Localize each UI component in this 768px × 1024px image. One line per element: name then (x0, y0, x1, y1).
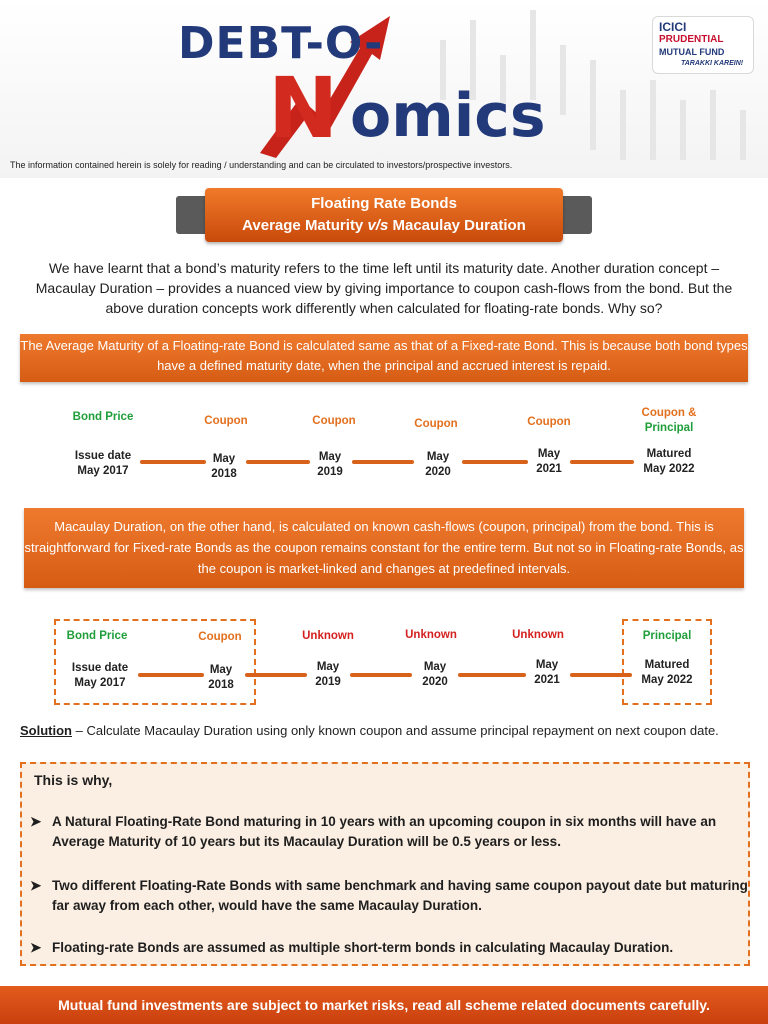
arrowhead-bullet-icon: ➤ (30, 814, 42, 829)
title-line2-b: Macaulay Duration (388, 217, 526, 234)
brand-tagline: TARAKKI KAREIN! (681, 60, 744, 67)
arrowhead-bullet-icon: ➤ (30, 878, 42, 893)
average-maturity-box: The Average Maturity of a Floating-rate Bond is calculated same as that of a Fixed-rate Bond. This is because both bond types have a defined maturity date, when the principal and accrued interest is repaid. (20, 334, 748, 382)
t2-value-5: Matured May 2022 (641, 659, 693, 686)
t1-value-5: Matured May 2022 (643, 448, 695, 475)
t1-value-0: Issue date May 2017 (74, 450, 132, 477)
intro-paragraph: We have learnt that a bond’s maturity refers to the time left until its maturity date. Another duration concept – Macaulay Duration – provides a nuanced view by giving importance to coupon cash-flows from the bond. But the above duration concepts work differently when calculated for floating-rate bonds. Why so? (35, 260, 733, 316)
t2-label-4: Unknown (512, 629, 564, 641)
t2-value-0: Issue date May 2017 (71, 662, 129, 689)
brand-line1: ICICI (659, 20, 687, 34)
t2-value-2: May 2019 (315, 661, 341, 688)
brand-line2: PRUDENTIAL (659, 34, 724, 45)
why-bullet-3 (30, 938, 764, 958)
logo-debt-o: DEBT-O- (178, 18, 384, 69)
t1-value-4: May 2021 (536, 448, 562, 475)
title-line2-a: Average Maturity (242, 217, 368, 234)
t2-label-3: Unknown (405, 629, 457, 641)
t2-value-4: May 2021 (534, 659, 560, 686)
t2-label-1: Coupon (198, 631, 242, 643)
footer-disclaimer: Mutual fund investments are subject to market risks, read all scheme related documents carefully. (0, 986, 768, 1024)
t2-label-2: Unknown (302, 630, 354, 642)
brand-logo (652, 16, 754, 74)
why-bullet-1 (30, 812, 764, 852)
arrowhead-bullet-icon: ➤ (30, 940, 42, 955)
t1-value-1: May 2018 (211, 453, 237, 480)
t1-label-3: Coupon (414, 418, 458, 430)
t1-value-2: May 2019 (317, 451, 343, 478)
solution-line (20, 723, 719, 738)
t1-label-4: Coupon (527, 416, 571, 428)
t1-label-5-b: Principal (644, 422, 694, 434)
timeline-macaulay-duration (0, 620, 768, 700)
why-bullet-2-text: Two different Floating-Rate Bonds with same benchmark and having same coupon payout date but maturing far away from each other, would have the same Macaulay Duration. (52, 878, 748, 913)
title-line2 (205, 217, 563, 234)
t1-label-5 (624, 406, 714, 436)
why-bullet-2 (30, 876, 764, 916)
why-box (20, 762, 750, 966)
why-bullet-3-text: Floating-rate Bonds are assumed as multiple short-term bonds in calculating Macaulay Duration. (52, 940, 674, 955)
title-banner (205, 188, 563, 242)
timeline-average-maturity (0, 400, 768, 490)
macaulay-duration-box: Macaulay Duration, on the other hand, is calculated on known cash-flows (coupon, principal) from the bond. This is straightforward for Fixed-rate Bonds as the coupon remains constant for the entire term. But not so in Floating-rate Bonds, as the coupon is market-linked and changes at predefined intervals. (24, 508, 744, 588)
logo-omics: omics (350, 81, 546, 151)
disclaimer: The information contained herein is solely for reading / understanding and can be circulated to investors/prospective investors. (10, 160, 513, 170)
why-heading: This is why, (34, 772, 113, 788)
logo-n: N (268, 59, 339, 157)
solution-label: Solution (20, 723, 72, 738)
why-bullet-1-text: A Natural Floating-Rate Bond maturing in 10 years with an upcoming coupon in six months will have an Average Maturity of 10 years but its Macaulay Duration will be 0.5 years or less. (52, 814, 717, 849)
brand-line3: MUTUAL FUND (659, 47, 725, 57)
header (0, 0, 768, 178)
t2-value-1: May 2018 (208, 664, 234, 691)
t1-label-0: Bond Price (72, 411, 134, 423)
title-line1: Floating Rate Bonds (311, 195, 457, 212)
t1-label-1: Coupon (204, 415, 248, 427)
t1-label-2: Coupon (312, 415, 356, 427)
t1-label-5-a: Coupon & (641, 407, 697, 419)
t2-label-5: Principal (642, 630, 692, 642)
title-vs: v/s (367, 217, 389, 234)
t1-value-3: May 2020 (425, 451, 451, 478)
t2-label-0: Bond Price (66, 630, 128, 642)
t2-value-3: May 2020 (422, 661, 448, 688)
solution-text: – Calculate Macaulay Duration using only known coupon and assume principal repayment on next coupon date. (72, 723, 719, 738)
